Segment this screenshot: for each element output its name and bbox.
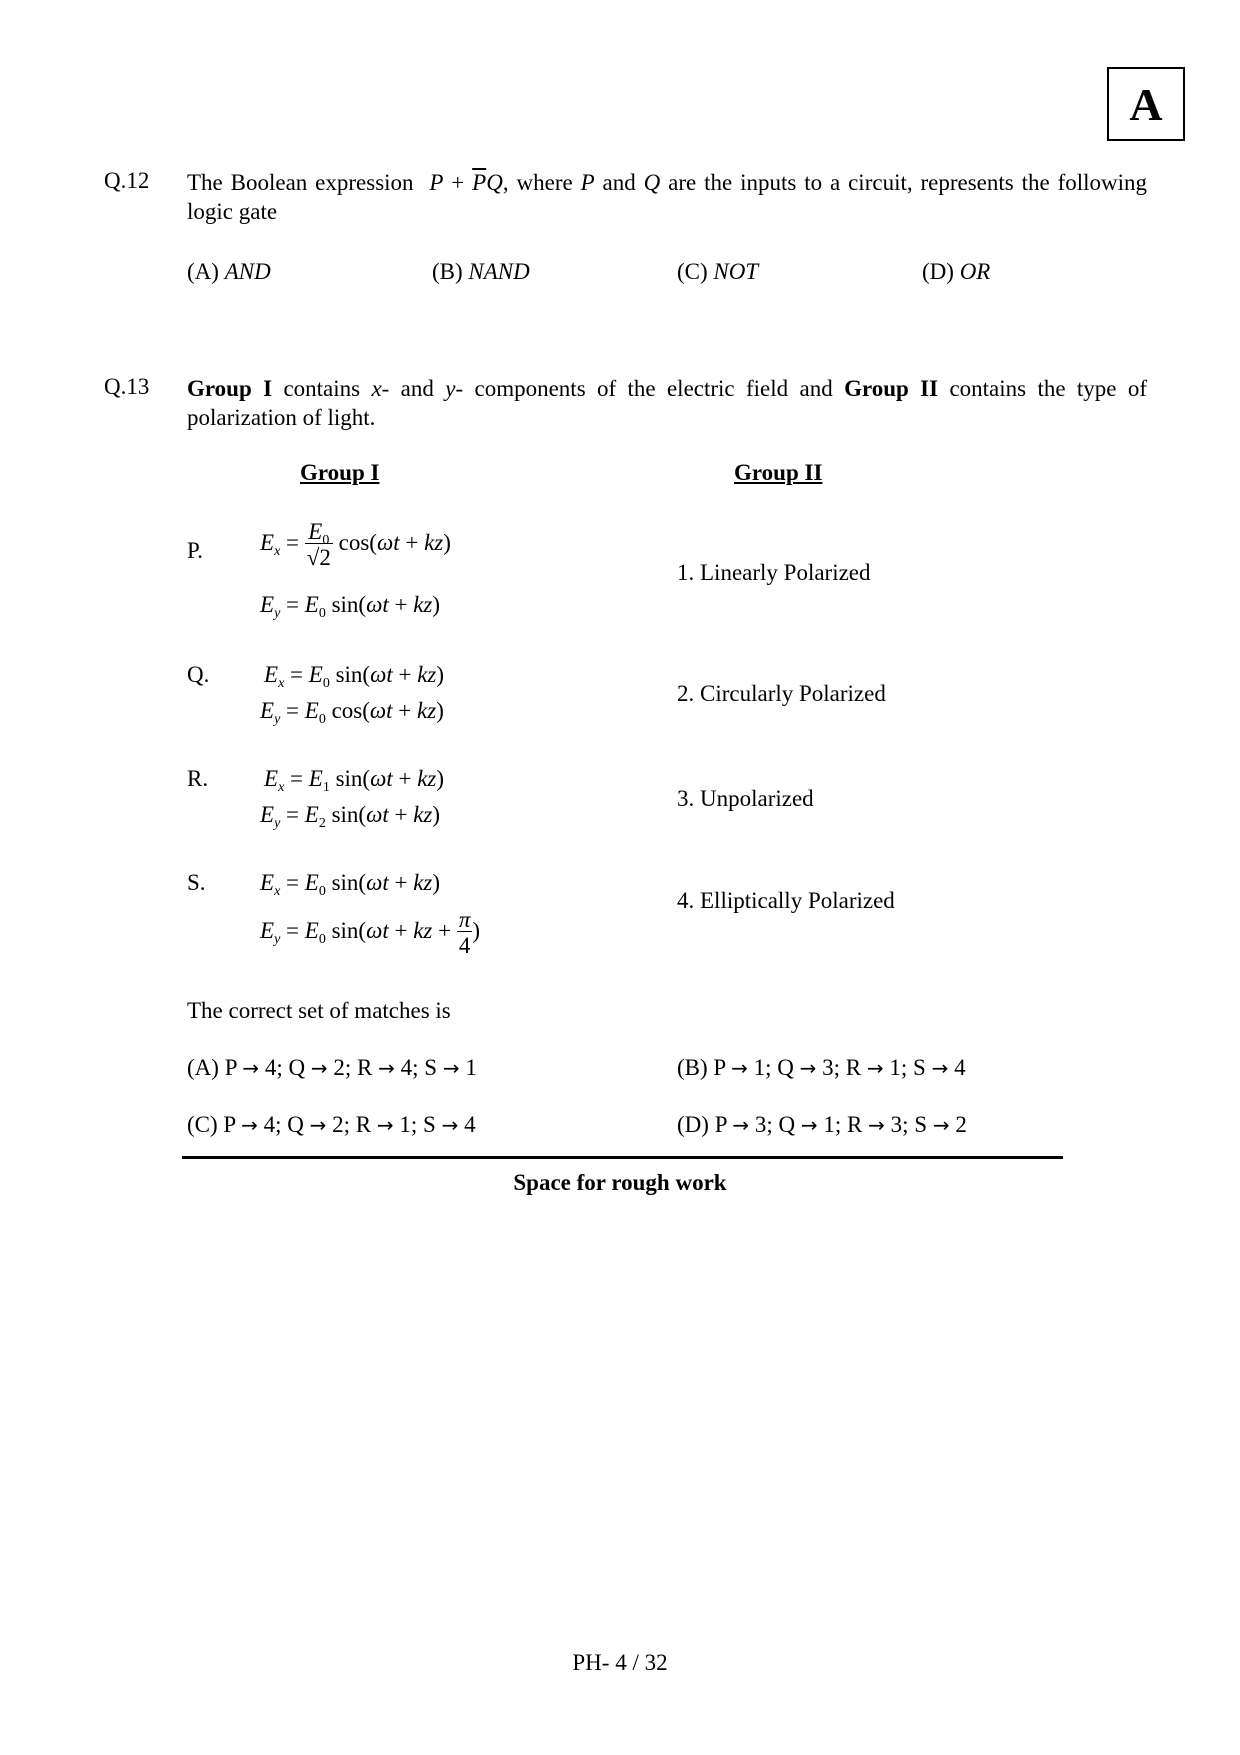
arrow-icon: →	[731, 1056, 748, 1080]
q13-text-2: - and	[381, 376, 434, 401]
pair-text: 4; Q	[264, 1055, 306, 1080]
q13-y-var: y	[445, 376, 456, 401]
q12-text	[187, 168, 1147, 226]
q12-var-q: Q	[643, 170, 661, 195]
set-code: A	[1129, 78, 1163, 130]
arrow-icon: →	[866, 1056, 884, 1080]
q13-text	[187, 374, 1147, 432]
pair-text: 3; Q	[754, 1112, 796, 1137]
row-s-ex: $E_x = E_0$ sin(ωt + kz)	[260, 870, 441, 899]
option-label: (B)	[677, 1055, 708, 1080]
q13-option-b[interactable]	[677, 1055, 966, 1081]
arrow-icon: →	[242, 1056, 260, 1080]
row-r-label: R.	[187, 766, 209, 791]
option-label: (A)	[187, 259, 219, 284]
option-label: (A)	[187, 1055, 219, 1080]
q12-number: Q.12	[104, 168, 150, 193]
pair-text: 2; R	[332, 1112, 372, 1137]
pair-text: 1; S	[399, 1112, 436, 1137]
expr-plus: +	[451, 170, 465, 195]
q12-option-b[interactable]	[432, 259, 530, 285]
arrow-icon: →	[378, 1056, 395, 1080]
q12-expression	[421, 170, 502, 195]
q13-text-3: - components of the electric field and	[455, 376, 833, 401]
pair-text: 1	[465, 1055, 477, 1080]
pair-text: P	[223, 1112, 236, 1137]
q13-text-1: contains	[283, 376, 361, 401]
q12-option-d[interactable]	[922, 259, 990, 285]
row-r-ex: $E_x = E_1$ sin(ωt + kz)	[264, 766, 445, 795]
q13-text-4: contains the type of polarization of light.	[187, 376, 1148, 430]
row-2-match: 2. Circularly Polarized	[677, 681, 886, 706]
pair-text: 2; R	[333, 1055, 373, 1080]
option-label: (C)	[187, 1112, 218, 1137]
arrow-icon: →	[442, 1056, 460, 1080]
option-label: (D)	[677, 1112, 709, 1137]
expr-p-bar: $\overline{P}$	[472, 170, 487, 195]
option-value: AND	[224, 259, 271, 284]
row-p-ey: $E_y = E_0$ sin(ωt + kz)	[260, 592, 441, 621]
expr-p: P	[429, 170, 444, 195]
group2-heading: Group II	[734, 460, 823, 485]
q12-var-p: P	[580, 170, 595, 195]
option-label: (C)	[677, 259, 708, 284]
row-3-match: 3. Unpolarized	[677, 786, 814, 811]
pair-text: P	[224, 1055, 237, 1080]
pair-text: 1; S	[889, 1055, 926, 1080]
q12-text-and: and	[602, 170, 636, 195]
group1-heading: Group I	[300, 460, 380, 485]
arrow-icon: →	[376, 1113, 394, 1137]
arrow-icon: →	[800, 1113, 818, 1137]
arrow-icon: →	[732, 1113, 750, 1137]
arrow-icon: →	[799, 1056, 817, 1080]
arrow-icon: →	[932, 1113, 950, 1137]
pair-text: 4; S	[400, 1055, 438, 1080]
q12-text-where: , where	[502, 170, 573, 195]
arrow-icon: →	[309, 1113, 327, 1137]
arrow-icon: →	[868, 1113, 885, 1137]
rough-work-heading: Space for rough work	[513, 1170, 727, 1195]
option-value: NOT	[713, 259, 759, 284]
q13-option-c[interactable]	[187, 1112, 476, 1138]
q12-option-c[interactable]	[677, 259, 758, 285]
option-value: NAND	[468, 259, 530, 284]
q13-x-var: x	[371, 376, 382, 401]
arrow-icon: →	[241, 1113, 258, 1137]
option-label: (D)	[922, 259, 954, 284]
row-r-ey: $E_y = E_2$ sin(ωt + kz)	[260, 802, 441, 831]
q13-option-a[interactable]	[187, 1055, 477, 1081]
paper-set-box	[1107, 67, 1185, 141]
pair-text: P	[713, 1055, 726, 1080]
q12-text-pre: The Boolean expression	[187, 170, 414, 195]
option-value: OR	[959, 259, 991, 284]
arrow-icon: →	[931, 1056, 949, 1080]
pair-text: 3; S	[890, 1112, 928, 1137]
row-s-ey: $E_y = E_0$ sin(ωt + kz + $\frac{\pi}{4}$ )	[260, 907, 481, 958]
pair-text: 4	[464, 1112, 476, 1137]
pair-text: 4; Q	[263, 1112, 304, 1137]
pair-text: 4	[954, 1055, 966, 1080]
option-label: (B)	[432, 259, 463, 284]
page-footer: PH- 4 / 32	[572, 1650, 668, 1675]
rough-work-divider	[182, 1156, 1063, 1159]
q12-text-post: are the inputs to a circuit, represents the following logic gate	[187, 170, 1148, 224]
row-p-ex: $E_x$ = $\frac{E_0}{√2}$ cos(ωt + kz)	[260, 519, 451, 570]
pair-text: 2	[955, 1112, 967, 1137]
q13-group1-bold: Group I	[187, 376, 273, 401]
row-4-match: 4. Elliptically Polarized	[677, 888, 895, 913]
pair-text: 3; R	[822, 1055, 862, 1080]
arrow-icon: →	[441, 1113, 459, 1137]
arrow-icon: →	[310, 1056, 328, 1080]
row-q-ey: $E_y = E_0$ cos(ωt + kz)	[260, 698, 444, 727]
q13-number: Q.13	[104, 374, 150, 399]
row-s-label: S.	[187, 870, 206, 895]
row-q-label: Q.	[187, 662, 210, 687]
q13-option-d[interactable]	[677, 1112, 967, 1138]
row-q-ex: $E_x = E_0$ sin(ωt + kz)	[264, 662, 445, 691]
q13-group2-bold: Group II	[844, 376, 939, 401]
pair-text: 1; R	[823, 1112, 863, 1137]
pair-text: P	[714, 1112, 727, 1137]
row-p-label: P.	[187, 538, 203, 563]
q12-option-a[interactable]	[187, 259, 271, 285]
row-1-match: 1. Linearly Polarized	[677, 560, 871, 585]
expr-q: Q	[486, 170, 503, 195]
correct-set-text: The correct set of matches is	[187, 998, 451, 1023]
pair-text: 1; Q	[753, 1055, 794, 1080]
